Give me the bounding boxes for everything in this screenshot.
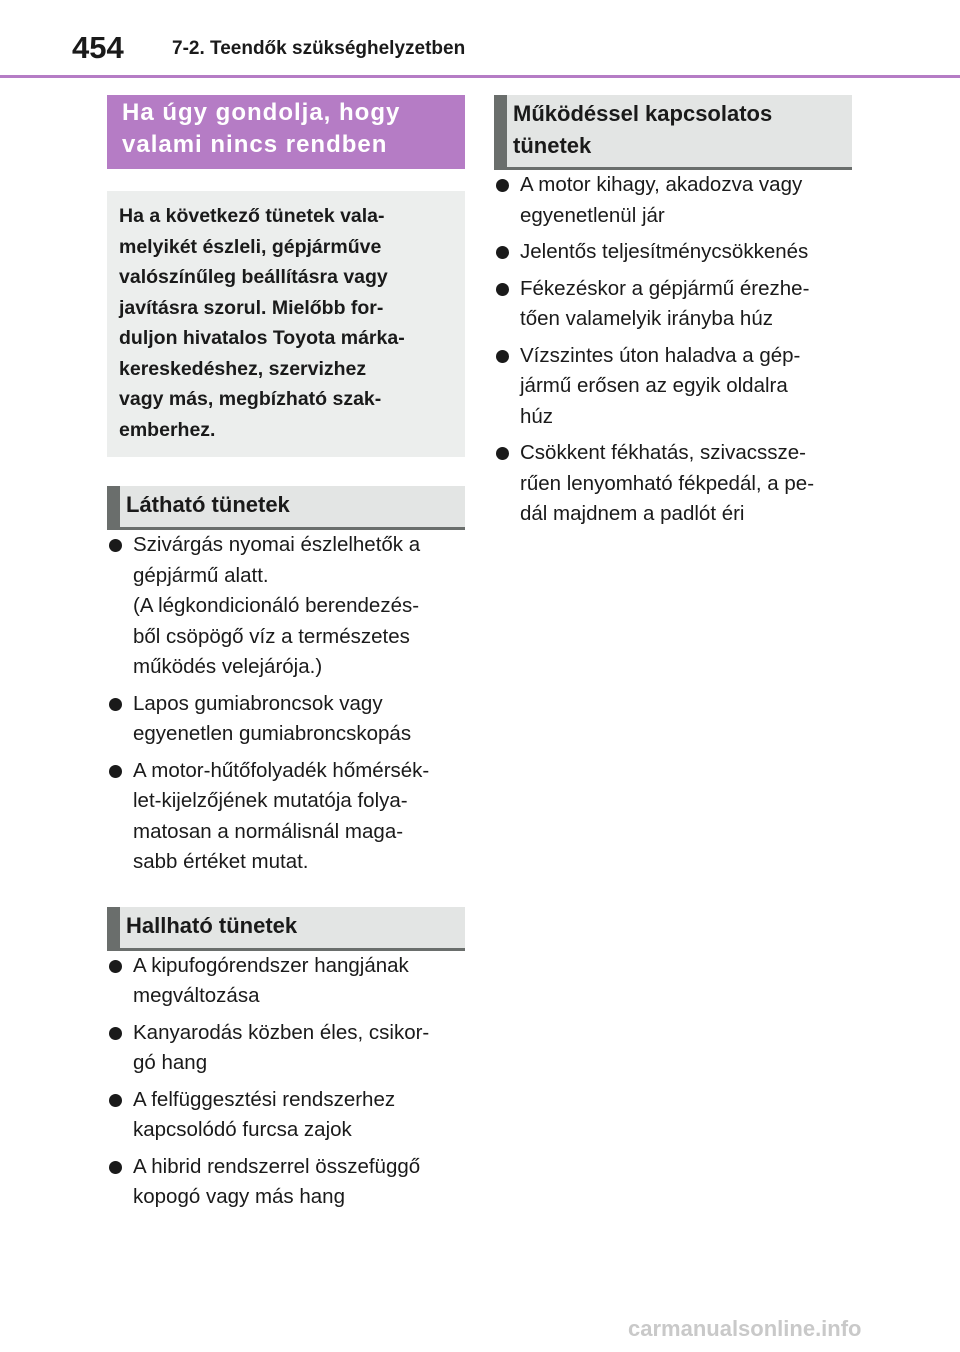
list-item-line: A kipufogórendszer hangjának	[133, 953, 409, 977]
bullet-icon	[109, 698, 122, 711]
bullet-icon	[109, 1161, 122, 1174]
bullet-icon	[109, 1027, 122, 1040]
list-item-line: húz	[520, 404, 554, 428]
operational-symptoms-heading	[494, 95, 852, 170]
list-item	[107, 530, 465, 683]
list-item-line: let-kijelzőjének mutatója folya-	[133, 789, 408, 812]
list-item-line: sabb értéket mutat.	[133, 850, 309, 873]
list-item-line: Szivárgás nyomai észlelhetők a	[133, 533, 421, 556]
watermark: carmanualsonline.info	[628, 1316, 862, 1341]
page-header	[0, 0, 960, 80]
section-title	[107, 95, 465, 169]
header-divider	[0, 75, 960, 78]
heading-line: Működéssel kapcsolatos	[513, 101, 773, 126]
list-item-line: Lapos gumiabroncsok vagy	[133, 691, 383, 715]
list-item	[107, 689, 465, 750]
list-item-line: rűen lenyomható fékpedál, a pe-	[520, 471, 815, 495]
list-item	[494, 237, 852, 268]
list-item-line: működés velejárója.)	[133, 655, 323, 678]
list-item-line: A felfüggesztési rendszerhez	[133, 1087, 396, 1111]
bullet-icon	[496, 350, 509, 363]
bullet-icon	[109, 1094, 122, 1107]
bullet-icon	[496, 283, 509, 296]
list-item-line: jármű erősen az egyik oldalra	[520, 374, 788, 397]
list-item	[107, 756, 465, 878]
list-item	[494, 274, 852, 335]
list-item-line: Jelentős teljesítménycsökkenés	[520, 240, 809, 263]
audible-symptoms-list	[107, 951, 465, 1213]
visible-symptoms-heading: Látható tünetek	[107, 486, 465, 530]
intro-line: vagy más, megbízható szak-	[119, 388, 382, 410]
section-title-line: valami nincs rendben	[122, 131, 388, 158]
intro-box	[107, 191, 465, 457]
list-item	[107, 1018, 465, 1079]
list-item	[107, 1085, 465, 1146]
list-item-line: kapcsolódó furcsa zajok	[133, 1118, 352, 1141]
list-item	[494, 341, 852, 433]
list-item	[494, 438, 852, 530]
bullet-icon	[109, 765, 122, 778]
list-item-line: dál majdnem a padlót éri	[520, 502, 745, 525]
list-item-line: megváltozása	[133, 984, 260, 1007]
bullet-icon	[109, 960, 122, 973]
intro-line: emberhez.	[119, 418, 216, 441]
list-item	[107, 951, 465, 1012]
list-item	[494, 170, 852, 231]
list-item-line: Csökkent fékhatás, szivacssze-	[520, 441, 806, 464]
left-column	[107, 95, 465, 1219]
bullet-icon	[496, 447, 509, 460]
bullet-icon	[496, 179, 509, 192]
page-number: 454	[72, 30, 124, 65]
section-title-line: Ha úgy gondolja, hogy	[122, 99, 401, 126]
list-item-line: ből csöpögő víz a természetes	[133, 624, 410, 648]
bullet-icon	[496, 246, 509, 259]
list-item-line: A motor-hűtőfolyadék hőmérsék-	[133, 758, 430, 782]
list-item	[107, 1152, 465, 1213]
chapter-title: 7-2. Teendők szükséghelyzetben	[172, 38, 466, 59]
intro-line: javításra szorul. Mielőbb for-	[119, 296, 384, 319]
bullet-icon	[109, 539, 122, 552]
list-item-line: Kanyarodás közben éles, csikor-	[133, 1020, 430, 1044]
intro-line: Ha a következő tünetek vala-	[119, 205, 385, 227]
list-item-line: kopogó vagy más hang	[133, 1185, 345, 1208]
list-item-line: tően valamelyik irányba húz	[520, 307, 773, 330]
list-item-line: matosan a normálisnál maga-	[133, 819, 404, 843]
list-item-line: egyenetlenül jár	[520, 203, 665, 227]
intro-line: melyikét észleli, gépjárműve	[119, 235, 382, 258]
list-item-line: egyenetlen gumiabroncskopás	[133, 722, 412, 745]
intro-line: kereskedéshez, szervizhez	[119, 357, 367, 380]
list-item-line: gó hang	[133, 1051, 208, 1074]
operational-symptoms-list	[494, 170, 852, 530]
list-item-line: A motor kihagy, akadozva vagy	[520, 173, 803, 196]
list-item-line: (A légkondicionáló berendezés-	[133, 594, 420, 617]
intro-line: valószínűleg beállításra vagy	[119, 266, 388, 288]
list-item-line: Fékezéskor a gépjármű érezhe-	[520, 276, 810, 300]
visible-symptoms-list	[107, 530, 465, 878]
list-item-line: A hibrid rendszerrel összefüggő	[133, 1154, 421, 1178]
intro-line: duljon hivatalos Toyota márka-	[119, 327, 405, 349]
list-item-line: gépjármű alatt.	[133, 563, 269, 587]
right-column	[494, 95, 852, 536]
heading-line: tünetek	[513, 133, 592, 158]
list-item-line: Vízszintes úton haladva a gép-	[520, 343, 801, 367]
audible-symptoms-heading: Hallható tünetek	[107, 907, 465, 951]
